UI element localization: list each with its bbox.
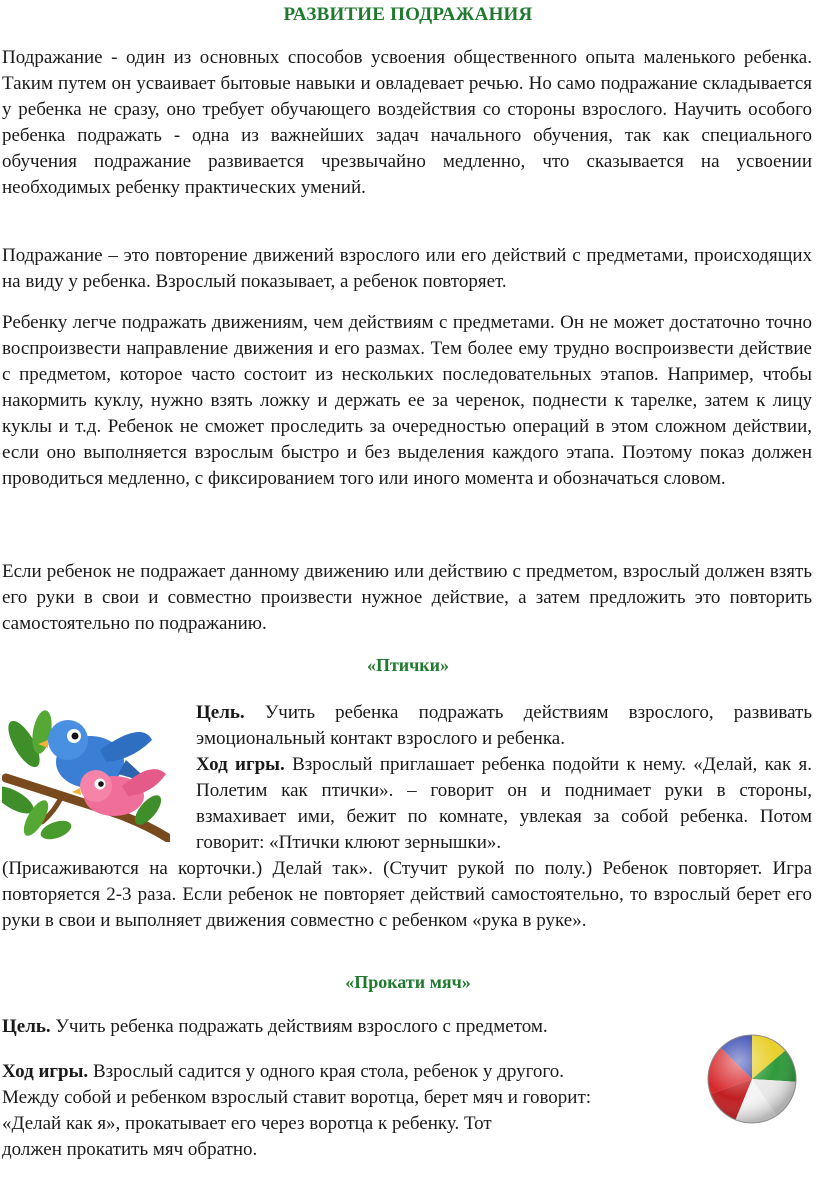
paragraph-4: Если ребенок не подражает данному движению или действию с предметом, взрослый должен взять его руки в свои и совместно произвести нужное действие, а затем предложить это повторить самостоятельно по подражанию.	[2, 561, 812, 634]
game1-course-text-a: Взрослый приглашает ребенка подойти к нему. «Делай, как я. Полетим как птички». – говорит он и поднимает руки в стороны, взмахивает ими, бежит по комнате, увлекая за собой ребенка. Потом говорит: «Птички клюют зернышки».	[196, 754, 812, 853]
game2-goal-text: Учить ребенка подражать действиям взрослого с предметом.	[50, 1016, 548, 1037]
game1-course-continued: (Присаживаются на корточки.) Делай так». (Стучит рукой по полу.) Ребенок повторяет. Игра повторяется 2-3 раза. Если ребенок не повторяет действий самостоятельно, то взрослый берет его руки в свои и выполняет движения совместно с ребенком «рука в руке».	[2, 858, 812, 931]
game2-course-line-4: должен прокатить мяч обратно.	[2, 1139, 258, 1160]
game1-goal-label: Цель.	[196, 702, 245, 723]
game2-course-line-3: «Делай как я», прокатывает его через воротца к ребенку. Тот	[2, 1113, 492, 1134]
birds-illustration	[2, 700, 170, 842]
game1-goal-text: Учить ребенка подражать действиям взрослого, развивать эмоциональный контакт взрослого и ребенка.	[196, 702, 812, 749]
game2-goal	[2, 1014, 792, 1040]
beach-ball-illustration	[706, 1033, 798, 1125]
game1-title: «Птички»	[366, 655, 450, 675]
game2-course-line-2: Между собой и ребенком взрослый ставит воротца, берет мяч и говорит:	[2, 1087, 592, 1108]
game1-course	[196, 752, 812, 856]
game2-course	[2, 1059, 702, 1163]
game2-goal-label: Цель.	[2, 1016, 51, 1037]
paragraph-1: Подражание - один из основных способов усвоения общественного опыта маленького ребенка. Таким путем он усваивает бытовые навыки и овладевает речью. Но само подражание складывается у ребенка не сразу, оно требует обучающего воздействия со стороны взрослого. Научить особого ребенка подражать - одна из важнейших задач начального обучения, так как специального обучения подражание развивается чрезвычайно медленно, что сказывается на усвоении необходимых ребенку практических умений.	[2, 47, 812, 198]
game1-course-label: Ход игры.	[196, 754, 285, 775]
game2-course-line-1: Взрослый садится у одного края стола, ребенок у другого.	[88, 1061, 564, 1082]
game2-course-label: Ход игры.	[2, 1061, 89, 1082]
game1-goal	[196, 700, 812, 752]
game2-course-line	[2, 1059, 702, 1085]
page-title: РАЗВИТИЕ ПОДРАЖАНИЯ	[283, 4, 533, 25]
game2-title: «Прокати мяч»	[345, 972, 471, 992]
paragraph-2: Подражание – это повторение движений взрослого или его действий с предметами, происходящих на виду у ребенка. Взрослый показывает, а ребенок повторяет.	[2, 245, 812, 292]
paragraph-3: Ребенку легче подражать движениям, чем действиям с предметами. Он не может достаточно точно воспроизвести направление движения и его размах. Тем более ему трудно воспроизвести действие с предметом, которое часто состоит из нескольких последовательных этапов. Например, чтобы накормить куклу, нужно взять ложку и держать ее за черенок, поднести к тарелке, затем к лицу куклы и т.д. Ребенок не сможет проследить за очередностью операций в этом сложном действии, если оно выполняется взрослым быстро и без выделения каждого этапа. Поэтому показ должен проводиться медленно, с фиксированием того или иного момента и обозначаться словом.	[2, 312, 812, 489]
